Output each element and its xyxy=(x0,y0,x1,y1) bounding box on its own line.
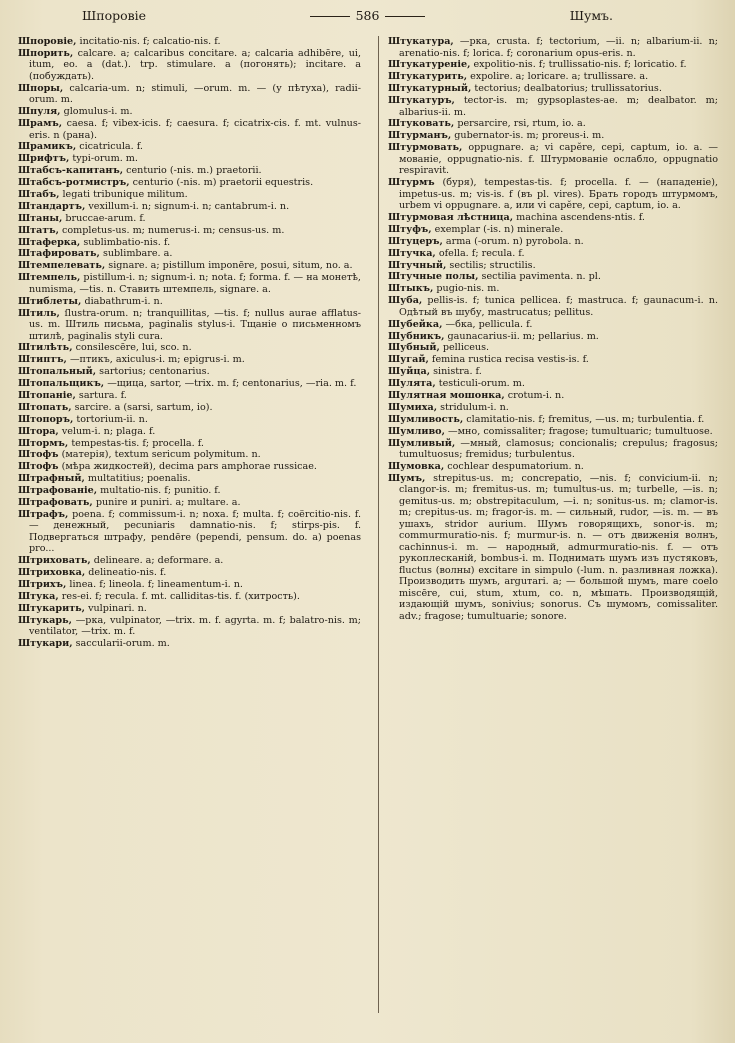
headword: Штукатурить, xyxy=(388,71,468,83)
dictionary-entry xyxy=(388,118,718,130)
dictionary-entry xyxy=(388,438,718,461)
headword: Штриховка, xyxy=(18,567,86,579)
definition: cochlear despumatorium. n. xyxy=(444,460,584,472)
headword: Штопать, xyxy=(18,401,72,413)
headword: Штиблеты, xyxy=(18,295,82,307)
headword: Штиль, xyxy=(18,307,60,319)
definition: caesa. f; vibex-icis. f; caesura. f; cicatrix-cis. f. mt. vulnus-eris. n (рана). xyxy=(29,118,361,141)
dictionary-entry xyxy=(18,497,361,509)
dictionary-entry xyxy=(18,366,361,378)
definition: —мно, comissaliter; fragose; tumultuaric; tumultuose. xyxy=(444,425,713,437)
definition: pellis-is. f; tunica pellicea. f; mastruca. f; gaunacum-i. n. Одѣтый въ шубу, mastrucatus; pellitus. xyxy=(399,295,718,318)
headword: Штурмовая лѣстница, xyxy=(388,212,514,224)
dictionary-entry xyxy=(388,248,718,260)
dictionary-entry xyxy=(18,485,361,497)
headword: Штукатурный, xyxy=(388,83,472,95)
headword: Штофъ xyxy=(18,449,59,461)
definition: tortorium-ii. n. xyxy=(73,413,148,425)
definition: delineatio-nis. f. xyxy=(85,567,167,579)
headword: Шрамъ, xyxy=(18,118,63,130)
headword: Шулятная мошонка, xyxy=(388,389,505,401)
definition: testiculi-orum. m. xyxy=(435,378,525,390)
headword: Штурманъ, xyxy=(388,130,452,142)
definition: expolire. a; loricare. a; trullissare. a. xyxy=(467,71,649,83)
definition: —рка, crusta. f; tectorium, —ii. n; albarium-ii. n; arenatio-nis. f; lorica. f; coronarium opus-eris. n. xyxy=(399,36,718,59)
headword: Шпоровіе, xyxy=(18,36,77,47)
headword: Шрамикъ, xyxy=(18,141,77,153)
definition: sublimbatio-nis. f. xyxy=(80,236,171,248)
definition: diabathrum-i. n. xyxy=(81,295,163,307)
dictionary-entry xyxy=(18,555,361,567)
definition: multatitius; poenalis. xyxy=(84,473,191,485)
definition: sartura. f. xyxy=(75,389,127,401)
headword: Штукарь, xyxy=(18,614,72,626)
definition: crotum-i. n. xyxy=(504,389,565,401)
dictionary-entry xyxy=(388,177,718,212)
dictionary-entry xyxy=(388,224,718,236)
definition: —птикъ, axiculus-i. m; epigrus-i. m. xyxy=(66,354,245,366)
column-divider xyxy=(378,36,379,1013)
headword: Шпоры, xyxy=(18,82,64,94)
dictionary-entry xyxy=(18,402,361,414)
definition: —рка, vulpinator, —trix. m. f. agyrta. m. f; balatro-nis. m; ventilator, —trix. m. f. xyxy=(29,614,361,638)
dictionary-entry xyxy=(18,615,361,638)
dictionary-entry xyxy=(388,59,718,71)
dictionary-entry xyxy=(18,225,361,237)
headword: Штукатуреніе, xyxy=(388,59,471,71)
dictionary-entry xyxy=(388,366,718,378)
definition: clamitatio-nis. f; fremitus, —us. m; turbulentia. f. xyxy=(463,413,705,425)
definition: completus-us. m; numerus-i. m; census-us. m. xyxy=(58,224,285,236)
headword: Штора, xyxy=(18,425,59,437)
dictionary-entry xyxy=(388,354,718,366)
headword: Шпорить, xyxy=(18,47,74,59)
headword: Штопальщикъ, xyxy=(18,378,105,390)
right-column xyxy=(388,36,718,623)
headword: Штурмовать, xyxy=(388,142,463,154)
definition: vexillum-i. n; signum-i. n; cantabrum-i. n. xyxy=(85,200,290,212)
dictionary-entry xyxy=(18,48,361,83)
dictionary-entry xyxy=(18,378,361,390)
dictionary-entry xyxy=(388,142,718,177)
dictionary-entry xyxy=(18,201,361,213)
headword: Штрафовать, xyxy=(18,497,93,508)
definition: (мѣра жидкостей), decima pars amphorae russicae. xyxy=(58,461,317,473)
header-right-word: Шумъ. xyxy=(569,8,613,23)
dictionary-entry xyxy=(18,36,361,48)
headword: Штриховать, xyxy=(18,555,91,567)
header-rule-left xyxy=(310,16,350,17)
dictionary-entry xyxy=(388,260,718,272)
dictionary-entry xyxy=(18,426,361,438)
headword: Штабсъ-капитанъ, xyxy=(18,165,124,177)
definition: velum-i. n; plaga. f. xyxy=(58,425,156,437)
definition: pelliceus. xyxy=(439,342,490,354)
headword: Шумливость, xyxy=(388,413,464,425)
definition: (буря), tempestas-tis. f; procella. f. — (нападеніе), impetus-us. m; vis-is. f (въ pl. vires). Брать городъ штурмомъ, urbem vi oppugnare. a, или vi capĕre, cepi, captum, io. a. xyxy=(399,177,718,212)
definition: femina rustica recisa vestis-is. f. xyxy=(428,354,589,366)
dictionary-entry xyxy=(18,603,361,615)
headword: Штрафъ, xyxy=(18,508,69,520)
headword: Штопальный, xyxy=(18,366,97,378)
definition: typi-orum. m. xyxy=(69,153,138,165)
headword: Шрифтъ, xyxy=(18,153,70,165)
definition: vulpinari. n. xyxy=(85,602,147,614)
dictionary-entry xyxy=(388,461,718,473)
headword: Шумъ, xyxy=(388,472,426,484)
definition: incitatio-nis. f; calcatio-nis. f. xyxy=(76,36,221,47)
dictionary-entry xyxy=(18,354,361,366)
headword: Шумливо, xyxy=(388,425,445,437)
headword: Штопаніе, xyxy=(18,389,76,401)
dictionary-entry xyxy=(18,438,361,450)
headword: Штабсъ-ротмистръ, xyxy=(18,177,130,189)
headword: Штучный, xyxy=(388,259,447,271)
dictionary-entry xyxy=(388,414,718,426)
dictionary-entry xyxy=(18,260,361,272)
dictionary-entry xyxy=(388,130,718,142)
definition: cicatricula. f. xyxy=(76,141,143,153)
left-column xyxy=(18,36,361,650)
dictionary-entry xyxy=(388,473,718,623)
definition: bruccae-arum. f. xyxy=(62,212,146,224)
headword: Штабъ, xyxy=(18,189,60,201)
headword: Штуцеръ, xyxy=(388,235,443,247)
dictionary-entry xyxy=(18,237,361,249)
definition: sectilis; structilis. xyxy=(446,259,536,271)
headword: Шубникъ, xyxy=(388,330,445,342)
definition: poena. f; commissum-i. n; noxa. f; multa. f; coërcitio-nis. f. — денежный, pecuniaris damnatio-nis. f; stirps-pis. f. Подвергаться штрафу, pendēre (pependi, pensum. do. a) poenas pro... xyxy=(29,508,361,555)
dictionary-entry xyxy=(18,414,361,426)
dictionary-entry xyxy=(388,83,718,95)
headword: Штопоръ, xyxy=(18,413,74,425)
dictionary-entry xyxy=(18,473,361,485)
definition: consilescēre, lui, sco. n. xyxy=(72,342,192,354)
dictionary-entry xyxy=(18,591,361,603)
page-number: 586 xyxy=(355,8,380,23)
definition: legati tribunique militum. xyxy=(59,189,188,201)
definition: persarcire, rsi, rtum, io. a. xyxy=(454,118,586,130)
definition: sinistra. f. xyxy=(430,366,482,378)
definition: tector-is. m; gypsoplastes-ae. m; dealbator. m; albarius-ii. m. xyxy=(399,95,718,118)
dictionary-entry xyxy=(388,426,718,438)
headword: Штрафованіе, xyxy=(18,485,98,497)
headword: Штучные полы, xyxy=(388,271,479,283)
headword: Штукари, xyxy=(18,638,73,650)
headword: Шпуля, xyxy=(18,106,61,118)
headword: Штуковать, xyxy=(388,118,455,130)
definition: —щица, sartor, —trix. m. f; centonarius, —ria. m. f. xyxy=(104,378,357,390)
headword: Штемпелевать, xyxy=(18,260,106,272)
definition: strepitus-us. m; concrepatio, —nis. f; convicium-ii. n; clangor-is. m; fremitus-us. m; tumultus-us. m; turbelle, —is. n; gemitus-us. m; obstrepitaculum, —i. n; sonitus-us. m; clamor-is. m; crepitus-us. m; fragor-is. m. — сильный, rudor, —is. m. — въ ушахъ, stridor aurium. Шумъ говорящихъ, sonor-is. m; commurmuratio-nis. f; murmur-is. n. — отъ движенія волнъ, cachinnus-i. m. — народный, admurmuratio-nis. f. — отъ рукоплесканій, bombus-i. m. Поднимать шумъ изъ пустяковъ, fluctus (волны) excitare in simpulo (-lum. n. разливная ложка). Производить шумъ, arguтari. a; — большой шумъ, mare coelo miscēre, cui, stum, xtum, co. n, мѣшать. Производящій, издающій шумъ, sonivius; sonorus. Съ шумомъ, comissaliter. adv.; fragose; tumultuarie; sonore. xyxy=(399,472,718,622)
dictionary-entry xyxy=(388,390,718,402)
running-header xyxy=(30,8,705,28)
headword: Штурмъ xyxy=(388,177,435,189)
definition: gubernator-is. m; proreus-i. m. xyxy=(451,130,605,142)
definition: sartorius; centonarius. xyxy=(96,366,210,378)
headword: Шугай, xyxy=(388,354,429,366)
headword: Штатъ, xyxy=(18,224,59,236)
definition: (матерія), textum sericum polymitum. n. xyxy=(58,449,261,461)
headword: Штиптъ, xyxy=(18,354,67,366)
definition: exemplar (-is. n) minerale. xyxy=(431,223,564,235)
definition: stridulum-i. n. xyxy=(437,401,509,413)
dictionary-entry xyxy=(18,579,361,591)
headword: Штаферка, xyxy=(18,236,81,248)
dictionary-entry xyxy=(18,567,361,579)
definition: res-ei. f; recula. f. mt. calliditas-tis. f. (хитрость). xyxy=(58,590,300,602)
definition: oppugnare. a; vi capĕre, cepi, captum, io. a. —мованіе, oppugnatio-nis. f. Штурмованіе ослабло, oppugnatio respiravit. xyxy=(399,142,718,177)
headword: Штукатура, xyxy=(388,36,454,47)
definition: sublimbare. a. xyxy=(99,248,173,260)
dictionary-entry xyxy=(388,236,718,248)
dictionary-entry xyxy=(18,308,361,343)
headword: Шумовка, xyxy=(388,460,445,472)
definition: gaunacarius-ii. m; pellarius. m. xyxy=(444,330,599,342)
dictionary-entry xyxy=(18,272,361,295)
headword: Штафировать, xyxy=(18,248,100,260)
definition: tempestas-tis. f; procella. f. xyxy=(68,437,204,449)
dictionary-entry xyxy=(388,319,718,331)
dictionary-entry xyxy=(18,461,361,473)
headword: Штофъ xyxy=(18,461,59,473)
definition: pistillum-i. n; signum-i. n; nota. f; forma. f. — на монетѣ, numisma, —tis. n. Ставить штемпель, signare. a. xyxy=(29,272,361,295)
headword: Штемпель, xyxy=(18,272,81,284)
definition: machina ascendens-ntis. f. xyxy=(513,212,645,224)
definition: glomulus-i. m. xyxy=(60,106,133,118)
headword: Штуфъ, xyxy=(388,223,432,235)
headword: Шубейка, xyxy=(388,318,443,330)
dictionary-entry xyxy=(388,331,718,343)
headword: Штилѣть, xyxy=(18,342,73,354)
definition: —бка, pellicula. f. xyxy=(442,318,533,330)
definition: ofella. f; recula. f. xyxy=(435,247,525,259)
dictionary-entry xyxy=(388,71,718,83)
definition: punire и puniri. a; multare. a. xyxy=(92,497,241,508)
dictionary-entry xyxy=(18,248,361,260)
definition: delineare. a; deformare. a. xyxy=(90,555,224,567)
definition: pugio-nis. m. xyxy=(433,283,500,295)
dictionary-entry xyxy=(388,36,718,59)
definition: sarcire. a (sarsi, sartum, io). xyxy=(71,401,213,413)
dictionary-entry xyxy=(388,378,718,390)
headword: Штука, xyxy=(18,590,59,602)
headword: Штукарить, xyxy=(18,602,86,614)
headword: Штрихъ, xyxy=(18,579,67,591)
headword: Штормъ, xyxy=(18,437,69,449)
definition: linea. f; lineola. f; lineamentum-i. n. xyxy=(66,579,243,591)
dictionary-entry xyxy=(18,153,361,165)
definition: ſlustra-orum. n; tranquillitas, —tis. f; nullus aurae afflatus-us. m. Штиль письма, paginalis stylus-i. Тщаніе о письменномъ штилѣ, paginalis styli cura. xyxy=(29,307,361,342)
headword: Штрафный, xyxy=(18,473,85,485)
definition: sectilia pavimenta. n. pl. xyxy=(478,271,601,283)
definition: saccularii-orum. m. xyxy=(72,638,170,650)
definition: calcare. a; calcaribus concitare. a; calcaria adhibēre, ui, itum, eo. a (dat.). trp. stimulare. a (погонять); incitare. a (побуждать). xyxy=(29,47,361,82)
dictionary-entry xyxy=(388,271,718,283)
dictionary-entry xyxy=(18,342,361,354)
definition: —мный, clamosus; concionalis; crepulus; fragosus; tumultuosus; fremidus; turbulentus. xyxy=(399,437,718,461)
dictionary-entry xyxy=(388,342,718,354)
dictionary-entry xyxy=(18,449,361,461)
definition: centurio (-nis. m.) praetorii. xyxy=(123,165,262,177)
header-left-word: Шпоровіе xyxy=(82,8,147,23)
dictionary-entry xyxy=(18,213,361,225)
dictionary-entry xyxy=(388,295,718,318)
headword: Штандартъ, xyxy=(18,200,86,212)
headword: Штучка, xyxy=(388,247,436,259)
headword: Шумиха, xyxy=(388,401,438,413)
dictionary-entry xyxy=(18,509,361,555)
header-rule-right xyxy=(385,16,425,17)
headword: Шуба, xyxy=(388,295,423,307)
headword: Шубный, xyxy=(388,342,440,354)
definition: signare. a; pistillum imponēre, posui, situm, no. a. xyxy=(105,260,353,272)
definition: expolitio-nis. f; trullissatio-nis. f; loricatio. f. xyxy=(470,59,687,71)
dictionary-entry xyxy=(18,106,361,118)
definition: calcaria-um. n; stimuli, —orum. m. — (у пѣтуха), radii-orum. m. xyxy=(29,82,361,106)
dictionary-entry xyxy=(18,296,361,308)
dictionary-entry xyxy=(388,212,718,224)
definition: tectorius; dealbatorius; trullissatorius. xyxy=(471,83,662,95)
headword: Шумливый, xyxy=(388,437,456,449)
dictionary-entry xyxy=(18,638,361,650)
dictionary-entry xyxy=(18,189,361,201)
dictionary-entry xyxy=(18,141,361,153)
definition: arma (-orum. n) pyrobola. n. xyxy=(442,235,584,247)
headword: Штаны, xyxy=(18,212,63,224)
dictionary-entry xyxy=(388,95,718,118)
dictionary-entry xyxy=(18,118,361,141)
dictionary-entry xyxy=(388,283,718,295)
headword: Штукатуръ, xyxy=(388,95,455,107)
dictionary-entry xyxy=(388,402,718,414)
dictionary-entry xyxy=(18,83,361,106)
headword: Шуйца, xyxy=(388,366,431,378)
headword: Штыкъ, xyxy=(388,283,434,295)
headword: Шулята, xyxy=(388,378,436,390)
dictionary-entry xyxy=(18,177,361,189)
definition: multatio-nis. f; punitio. f. xyxy=(97,485,221,497)
dictionary-entry xyxy=(18,390,361,402)
dictionary-entry xyxy=(18,165,361,177)
definition: centurio (-nis. m) praetorii equestris. xyxy=(129,177,314,189)
